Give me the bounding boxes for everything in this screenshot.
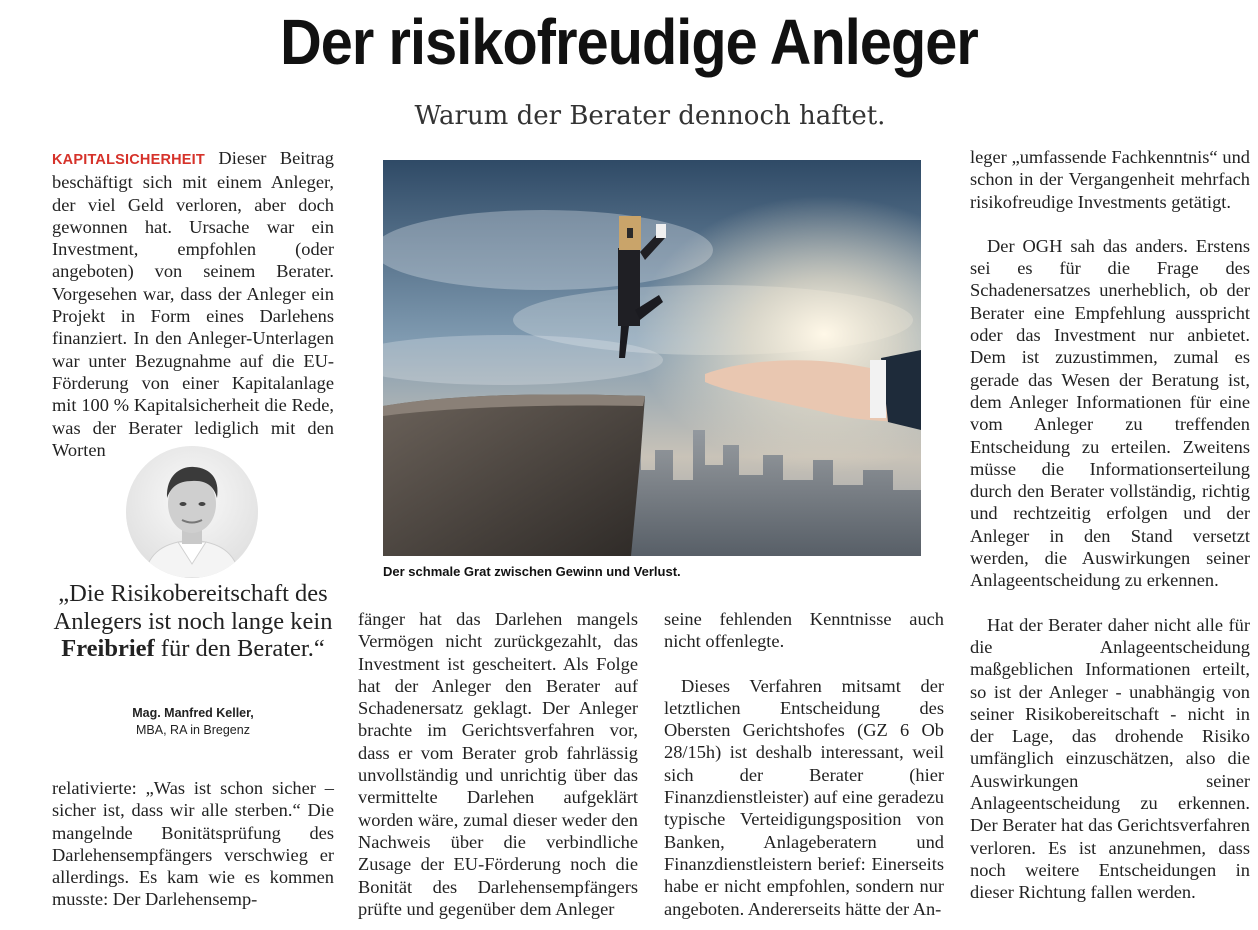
- article-column-1-bottom: [52, 777, 334, 911]
- cliff-hand-illustration: [383, 160, 921, 556]
- author-title: MBA, RA in Bregenz: [136, 723, 250, 737]
- photo-caption: Der schmale Grat zwischen Gewinn und Verlust.: [383, 564, 681, 579]
- column-4-paragraph-1: leger „umfassende Fachkenntnis“ und schon in der Vergangenheit mehrfach risikofreudige Investments getätigt.: [970, 147, 1250, 212]
- intro-text: Dieser Beitrag beschäftigt sich mit einem Anleger, der viel Geld verloren, aber doch gewonnen hat. Ursache war ein Investment, empfohlen (oder angeboten) von seinem Berater. Vorgesehen war, dass der Anleger ein Projekt in Form eines Darlehens finanziert. In den Anleger-Unterlagen war unter Bezugnahme auf die EU-Förderung von einer Kapitalanlage mit 100 % Kapitalsicherheit die Rede, was der Berater lediglich mit den Worten: [52, 148, 334, 460]
- article-column-2: [358, 608, 638, 920]
- pull-quote: [52, 580, 334, 663]
- author-portrait-image: [126, 446, 258, 578]
- column-3-paragraph-1: seine fehlenden Kenntnisse auch nicht offenlegte.: [664, 609, 944, 652]
- author-credit: [52, 705, 334, 739]
- article-column-3: [664, 608, 944, 920]
- headline: Der risikofreudige Anleger: [280, 6, 978, 78]
- author-portrait: [126, 446, 258, 578]
- pull-quote-emphasis: Freibrief: [61, 635, 155, 662]
- column-4-paragraph-3: Hat der Berater daher nicht alle für die Anlageentscheidung maßgeblichen Informationen erteilt, so ist der Anleger - unabhängig von seiner Risikobereitschaft - nicht in der Lage, das drohende Risiko umfänglich einzuschätzen, also die Auswirkungen seiner Anlageentscheidung zu erkennen. Der Berater hat das Gerichtsverfahren verloren. Es ist anzunehmen, dass noch weitere Entscheidungen in dieser Richtung fallen werden.: [970, 614, 1250, 903]
- article-column-1-top: [52, 147, 334, 461]
- column-1-bottom-text: relativierte: „Was ist schon sicher – sicher ist, dass wir alle sterben.“ Die mangelnde Bonitätsprüfung des Darlehensempfängers verschwieg er allerdings. Es kam wie es kommen musste: Der Darlehensemp-: [52, 778, 334, 910]
- pull-quote-text-start: „Die Risikobereitschaft des Anlegers ist noch lange kein: [53, 580, 333, 635]
- kicker: KAPITALSICHERHEIT: [52, 152, 205, 168]
- subtitle: Warum der Berater dennoch haftet.: [414, 101, 886, 131]
- author-name: Mag. Manfred Keller,: [132, 706, 254, 720]
- column-3-paragraph-2: Dieses Verfahren mitsamt der letztlichen Entscheidung des Obersten Gerichtshofes (GZ 6 Ob 28/15h) ist deshalb interessant, weil sich der Berater (hier Finanzdienstleister) auf eine geradezu typische Verteidigungsposition von Banken, Anlageberatern und Finanzdienstleistern berief: Einerseits habe er nicht empfohlen, sondern nur angeboten. Andererseits hätte der An-: [664, 675, 944, 919]
- article-column-4: [970, 146, 1250, 904]
- pull-quote-text-end: für den Berater.“: [154, 635, 325, 662]
- article-photo: [383, 160, 921, 556]
- column-2-text: fänger hat das Darlehen mangels Vermögen nicht zurückgezahlt, das Investment ist gescheitert. Als Folge hat der Anleger den Berater auf Schadenersatz geklagt. Der Anleger brachte im Gerichtsverfahren vor, dass er vom Berater grob fahrlässig unvollständig und unrichtig über das vermittelte Darlehen aufgeklärt worden wäre, zumal dieser weder den Nachweis über die verbindliche Zusage der EU-Förderung noch die Bonität des Darlehensempfängers prüfte und gegenüber dem Anleger: [358, 609, 638, 919]
- column-4-paragraph-2: Der OGH sah das anders. Erstens sei es für die Frage des Schadenersatzes unerheblich, ob der Berater eine Empfehlung ausspricht oder das Investment nur anbietet. Dem ist zuzustimmen, zumal es gerade das Wesen der Beratung ist, dem Anleger Informationen für eine vom Anleger zu treffenden Entscheidung zu erteilen. Zweitens müsse die Informationserteilung durch den Berater vollständig, richtig und rechtzeitig erfolgen und der Anleger in den Stand versetzt werden, die Auswirkungen seiner Anlageentscheidung zu erkennen.: [970, 235, 1250, 591]
